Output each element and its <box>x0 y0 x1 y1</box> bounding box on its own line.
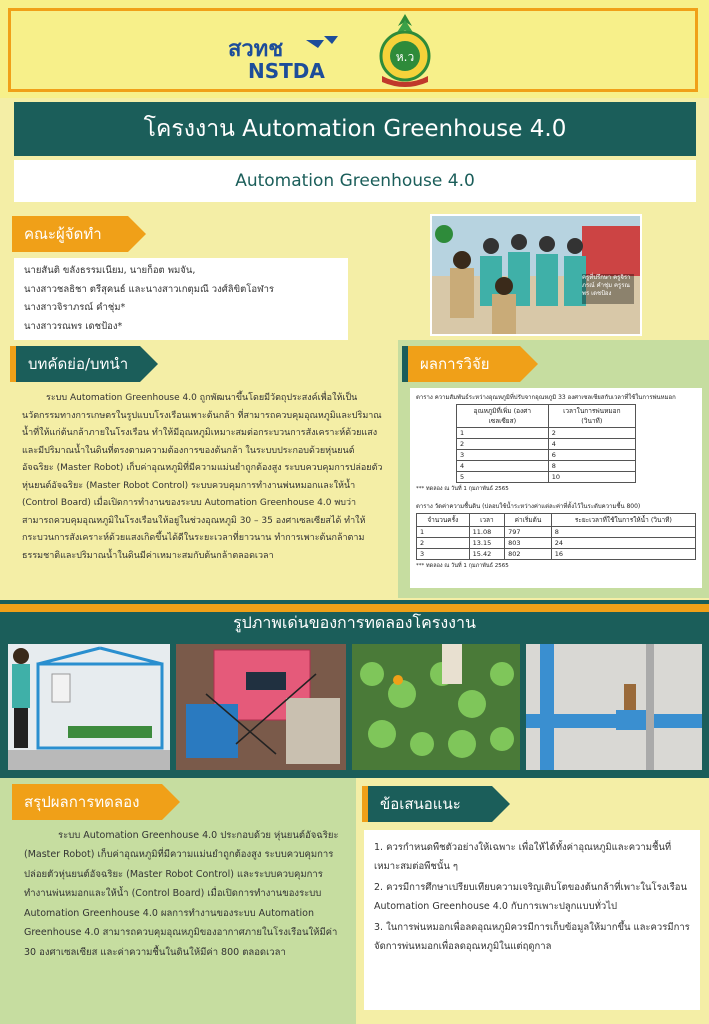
arrow-right-icon <box>162 784 180 820</box>
gallery-photo-greenhouse <box>8 644 170 770</box>
table-header: เวลาในการพ่นหมอก (วินาที) <box>548 405 635 428</box>
suggestions-heading: ข้อเสนอแนะ <box>362 786 492 822</box>
table-row <box>457 428 636 439</box>
suggestions-list <box>364 830 700 1010</box>
table-cell: 5 <box>457 472 549 483</box>
arrow-right-icon <box>520 346 538 382</box>
table-row <box>457 439 636 450</box>
gallery-photo-seedlings <box>352 644 520 770</box>
table-cell: 4 <box>457 461 549 472</box>
table-header: ค่าเริ่มต้น <box>505 514 552 527</box>
svg-text:ห.ว: ห.ว <box>395 50 415 64</box>
table2-note: *** ทดลอง ณ วันที่ 1 กุมภาพันธ์ 2565 <box>416 563 509 569</box>
results-tables <box>410 388 702 588</box>
table-cell: 2 <box>457 439 549 450</box>
abstract-heading: บทคัดย่อ/บทนำ <box>10 346 140 382</box>
team-heading: คณะผู้จัดทำ <box>12 216 128 252</box>
moisture-table <box>416 513 696 560</box>
table-row <box>457 461 636 472</box>
team-member-line: นางสาวชลธิชา ตรีสุคนธ์ และนางสาวเกตุมณี วงศ์ลิขิตโอฬาร <box>24 283 275 295</box>
table-cell: 1 <box>417 527 470 538</box>
conclusion-text: ระบบ Automation Greenhouse 4.0 ประกอบด้วย หุ่นยนต์อัจฉริยะ (Master Robot) เก็บค่าอุณหภูมิที่มีความแม่นยำถูกต้องสูง ระบบควบคุมการปล่อยตัวหุ่นยนต์อัจฉริยะ (Master Robot Control) และระบบควบคุมการทำงานพ่นหมอกและให้น้ำ (Control Board) เมื่อเปิดการทำงานของระบบ Automation Greenhouse 4.0 ผลการทำงานของระบบ Automation Greenhouse 4.0 สามารถควบคุมอุณหภูมิของอากาศภายในโรงเรือนให้มีค่า 30 องศาเซลเซียส และค่าความชื้นในดินให้มีค่า 800 ตลอดเวลา <box>24 830 339 958</box>
suggestions-heading-tag <box>362 786 510 822</box>
abstract-heading-tag <box>10 346 158 382</box>
results-heading: ผลการวิจัย <box>402 346 520 382</box>
table-cell: 3 <box>457 450 549 461</box>
table-cell: 10 <box>548 472 635 483</box>
table-header: อุณหภูมิที่เพิ่ม (องศาเซลเซียส) <box>457 405 549 428</box>
gallery-heading: รูปภาพเด่นของการทดลองโครงงาน <box>0 612 709 634</box>
suggestion-item: 3. ในการพ่นหมอกเพื่อลดอุณหภูมิควรมีการเก็บข้อมูลให้มากขึ้น และควรมีการจัดการพ่นหมอกเพื่อลดอุณหภูมิในแต่ฤดูกาล <box>374 922 690 952</box>
school-seal-logo <box>374 12 436 88</box>
table-header: ระยะเวลาที่ใช้ในการให้น้ำ (วินาที) <box>551 514 695 527</box>
team-photo-caption: ครูที่ปรึกษา ครูจิราภรณ์ คำชุ่ม ครูรณพร เดชป้อง <box>582 274 631 297</box>
table1-caption: ตาราง ความสัมพันธ์ระหว่างอุณหภูมิที่ปรับจากอุณหภูมิ 33 องศาเซลเซียสกับเวลาที่ใช้ในการพ่นหมอก <box>416 394 676 401</box>
table-cell: 6 <box>548 450 635 461</box>
table1-note: *** ทดลอง ณ วันที่ 1 กุมภาพันธ์ 2565 <box>416 486 509 492</box>
gallery-photo-control-board <box>176 644 346 770</box>
team-member-line: นายสันติ ขลังธรรมเนียม, นายก็อต พมจัน, <box>24 265 196 276</box>
conclusion-heading-tag <box>12 784 180 820</box>
team-member-line: นางสาวรณพร เดชป้อง* <box>24 320 123 332</box>
team-heading-tag <box>12 216 146 252</box>
table-cell: 24 <box>551 538 695 549</box>
arrow-right-icon <box>492 786 510 822</box>
table-cell: 802 <box>505 549 552 560</box>
table-cell: 1 <box>457 428 549 439</box>
table-cell: 11.08 <box>469 527 504 538</box>
page-subtitle: Automation Greenhouse 4.0 <box>14 160 696 202</box>
table-cell: 797 <box>505 527 552 538</box>
nstda-logo <box>228 34 362 82</box>
table-cell: 4 <box>548 439 635 450</box>
table-row <box>457 450 636 461</box>
page-title: โครงงาน Automation Greenhouse 4.0 <box>14 102 696 156</box>
results-heading-tag <box>402 346 538 382</box>
team-member-line: นางสาวจิราภรณ์ คำชุ่ม* <box>24 302 126 314</box>
table-cell: 8 <box>551 527 695 538</box>
gallery-photo-pipes <box>526 644 702 770</box>
table2-caption: ตาราง วัดค่าความชื้นดิน (ปลอบใช้น้ำระหว่างค่าแต่ละค่าที่ตั้งไว้ในระดับความชื้น 800) <box>416 503 641 510</box>
conclusion-heading: สรุปผลการทดลอง <box>12 784 162 820</box>
arrow-right-icon <box>140 346 158 382</box>
table-cell: 3 <box>417 549 470 560</box>
table-cell: 8 <box>548 461 635 472</box>
table-row <box>417 549 696 560</box>
table-cell: 2 <box>548 428 635 439</box>
table-row <box>417 538 696 549</box>
table-cell: 15.42 <box>469 549 504 560</box>
table-row <box>417 527 696 538</box>
suggestion-item: 2. ควรมีการศึกษาเปรียบเทียบความเจริญเติบโตของต้นกล้าที่เพาะในโรงเรือน Automation Greenhouse 4.0 กับการเพาะปลูกแบบทั่วไป <box>374 882 687 912</box>
suggestion-item: 1. ควรกำหนดพืชตัวอย่างให้เฉพาะ เพื่อให้ได้ทั้งค่าอุณหภูมิและความชื้นที่เหมาะสมต่อพืชนั้น ๆ <box>374 842 672 872</box>
svg-text:สวทช: สวทช <box>228 37 284 62</box>
table-cell: 2 <box>417 538 470 549</box>
arrow-right-icon <box>128 216 146 252</box>
table-row <box>457 472 636 483</box>
team-list <box>14 258 348 342</box>
table-cell: 13.15 <box>469 538 504 549</box>
table-cell: 16 <box>551 549 695 560</box>
team-photo <box>430 214 642 336</box>
svg-text:NSTDA: NSTDA <box>248 59 325 82</box>
table-header: เวลา <box>469 514 504 527</box>
temperature-table <box>456 404 636 483</box>
table-cell: 803 <box>505 538 552 549</box>
table-header: จำนวนครั้ง <box>417 514 470 527</box>
abstract-text: ระบบ Automation Greenhouse 4.0 ถูกพัฒนาขึ้นโดยมีวัตถุประสงค์เพื่อให้เป็นนวัตกรรมทางการเกษตรในรูปแบบโรงเรือนเพาะต้นกล้า ที่สามารถควบคุมอุณหภูมิและปริมาณน้ำที่ให้แก่ต้นกล้าภายในโรงเรือน ทำให้มีอุณหภูมิเหมาะสมต่อกระบวนการสังเคราะห์ด้วยแสงและมีปริมาณน้ำในดินที่ตรงตามความต้องการของต้นกล้า ในระบบประกอบด้วยหุ่นยนต์อัจฉริยะ (Master Robot) เก็บค่าอุณหภูมิที่มีความแม่นยำถูกต้องสูง ระบบควบคุมการปล่อยตัวหุ่นยนต์อัจฉริยะ (Master Robot Control) ระบบควบคุมการทำงานพ่นหมอกและให้น้ำ (Control Board) เมื่อเปิดการทำงานของระบบ Automation Greenhouse 4.0 พบว่าสามารถควบคุมอุณหภูมิในโรงเรือนให้อยู่ในช่วงอุณหภูมิ 30 – 35 องศาเซลเซียสได้ ทำให้กระบวนการสังเคราะห์ด้วยแสงเกิดขึ้นได้ดีในระยะเวลาที่ยาวนาน ทำการเพาะต้นกล้าตามธรรมชาติและปริมาณน้ำในดินมีค่าเหมาะสมกับต้นกล้าตลอดเวลา <box>22 393 383 561</box>
